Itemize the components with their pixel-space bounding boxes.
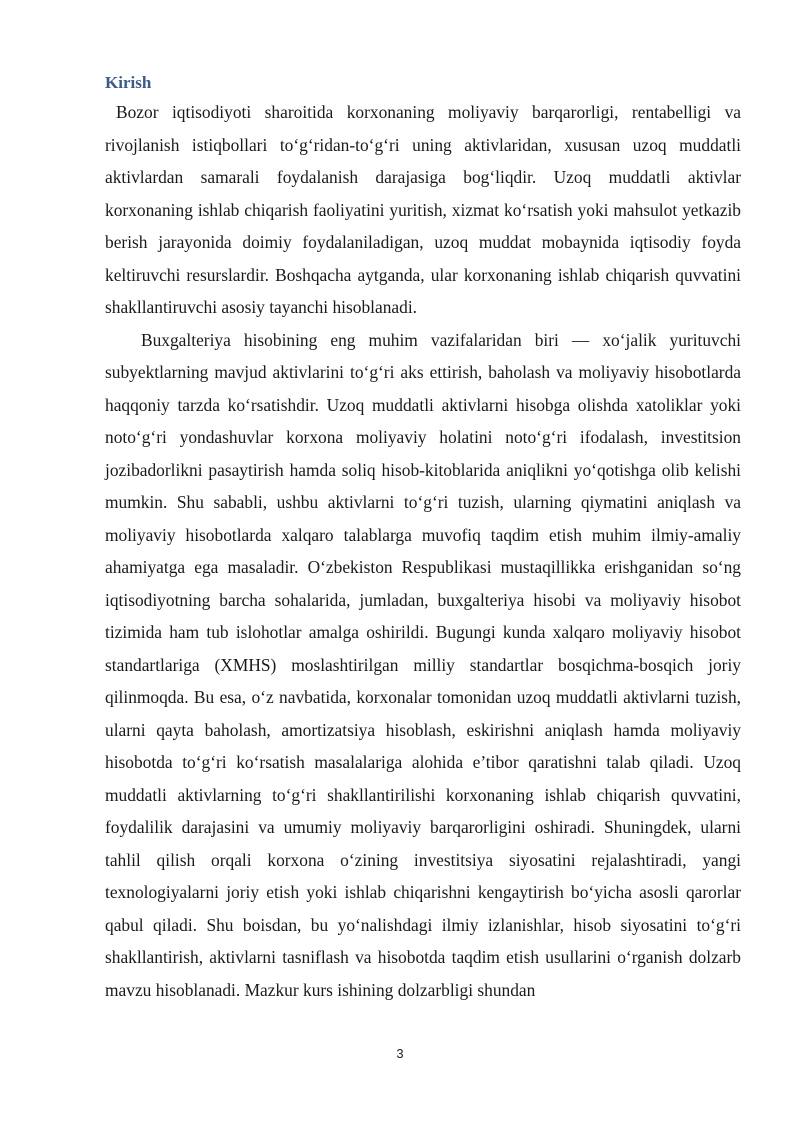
paragraph-intro: Bozor iqtisodiyoti sharoitida korxonaning moliyaviy barqarorligi, rentabelligi va rivojlanish istiqbollari to‘g‘ridan-to‘g‘ri uning aktivlaridan, xususan uzoq muddatli aktivlardan samarali foydalanish darajasiga bog‘liqdir. Uzoq muddatli aktivlar korxonaning ishlab chiqarish faoliyatini yuritish, xizmat ko‘rsatish yoki mahsulot yetkazib berish jarayonida doimiy foydalaniladigan, uzoq muddat mobaynida iqtisodiy foyda keltiruvchi resurslardir. Boshqacha aytganda, ular korxonaning ishlab chiqarish quvvatini shakllantiruvchi asosiy tayanchi hisoblanadi. xyxy=(105,102,741,317)
paragraph-accounting xyxy=(105,324,741,1007)
document-page xyxy=(105,70,741,1006)
paragraph-accounting-part-2: O‘zbekiston Respublikasi mustaqillikka erishganidan so‘ng iqtisodiyotning barcha sohalarida, jumladan, buxgalteriya hisobi va moliyaviy hisobot tizimida ham tub islohotlar amalga oshirildi. Bugungi kunda xalqaro moliyaviy hisobot standartlariga (XMHS) moslashtirilgan milliy standartlar bosqichma-bosqich joriy qilinmoqda. Bu esa, o‘z navbatida, korxonalar tomonidan uzoq muddatli aktivlarni tuzish, ularni qayta baholash, amortizatsiya hisoblash, eskirishni aniqlash hamda moliyaviy hisobotda to‘g‘ri ko‘rsatish masalalariga alohida e’tibor qaratishni talab qiladi. Uzoq muddatli aktivlarning to‘g‘ri shakllantirilishi korxonaning ishlab chiqarish quvvatini, foydalilik darajasini va umumiy moliyaviy barqarorligini oshiradi. Shuningdek, ularni tahlil qilish orqali korxona o‘zining investitsiya siyosatini rejalashtiradi, yangi texnologiyalarni joriy etish yoki ishlab chiqarishni kengaytirish bo‘yicha asosli qarorlar qabul qiladi. Shu boisdan, bu yo‘nalishdagi ilmiy izlanishlar, hisob siyosatini to‘g‘ri shakllantirish, aktivlarni tasniflash va hisobotda taqdim etish usullarini o‘rganish dolzarb mavzu hisoblanadi. Mazkur kurs ishining dolzarbligi shundan xyxy=(105,557,741,1000)
page-number: 3 xyxy=(396,1046,404,1061)
section-heading: Kirish xyxy=(105,73,152,92)
paragraph-accounting-part-1: Buxgalteriya hisobining eng muhim vazifalaridan biri — xo‘jalik yurituvchi subyektlarning mavjud aktivlarini to‘g‘ri aks ettirish, baholash va moliyaviy hisobotlarda haqqoniy tarzda ko‘rsatishdir. Uzoq muddatli aktivlarni hisobga olishda xatoliklar yoki noto‘g‘ri yondashuvlar korxona moliyaviy holatini noto‘g‘ri ifodalash, investitsion jozibadorlikni pasaytirish hamda soliq hisob-kitoblarida aniqlikni yo‘qotishga olib kelishi mumkin. Shu sababli, ushbu aktivlarni to‘g‘ri tuzish, ularning qiymatini aniqlash va moliyaviy hisobotlarda xalqaro talablarga muvofiq taqdim etish muhim ilmiy-amaliy ahamiyatga ega masaladir. xyxy=(105,329,741,577)
